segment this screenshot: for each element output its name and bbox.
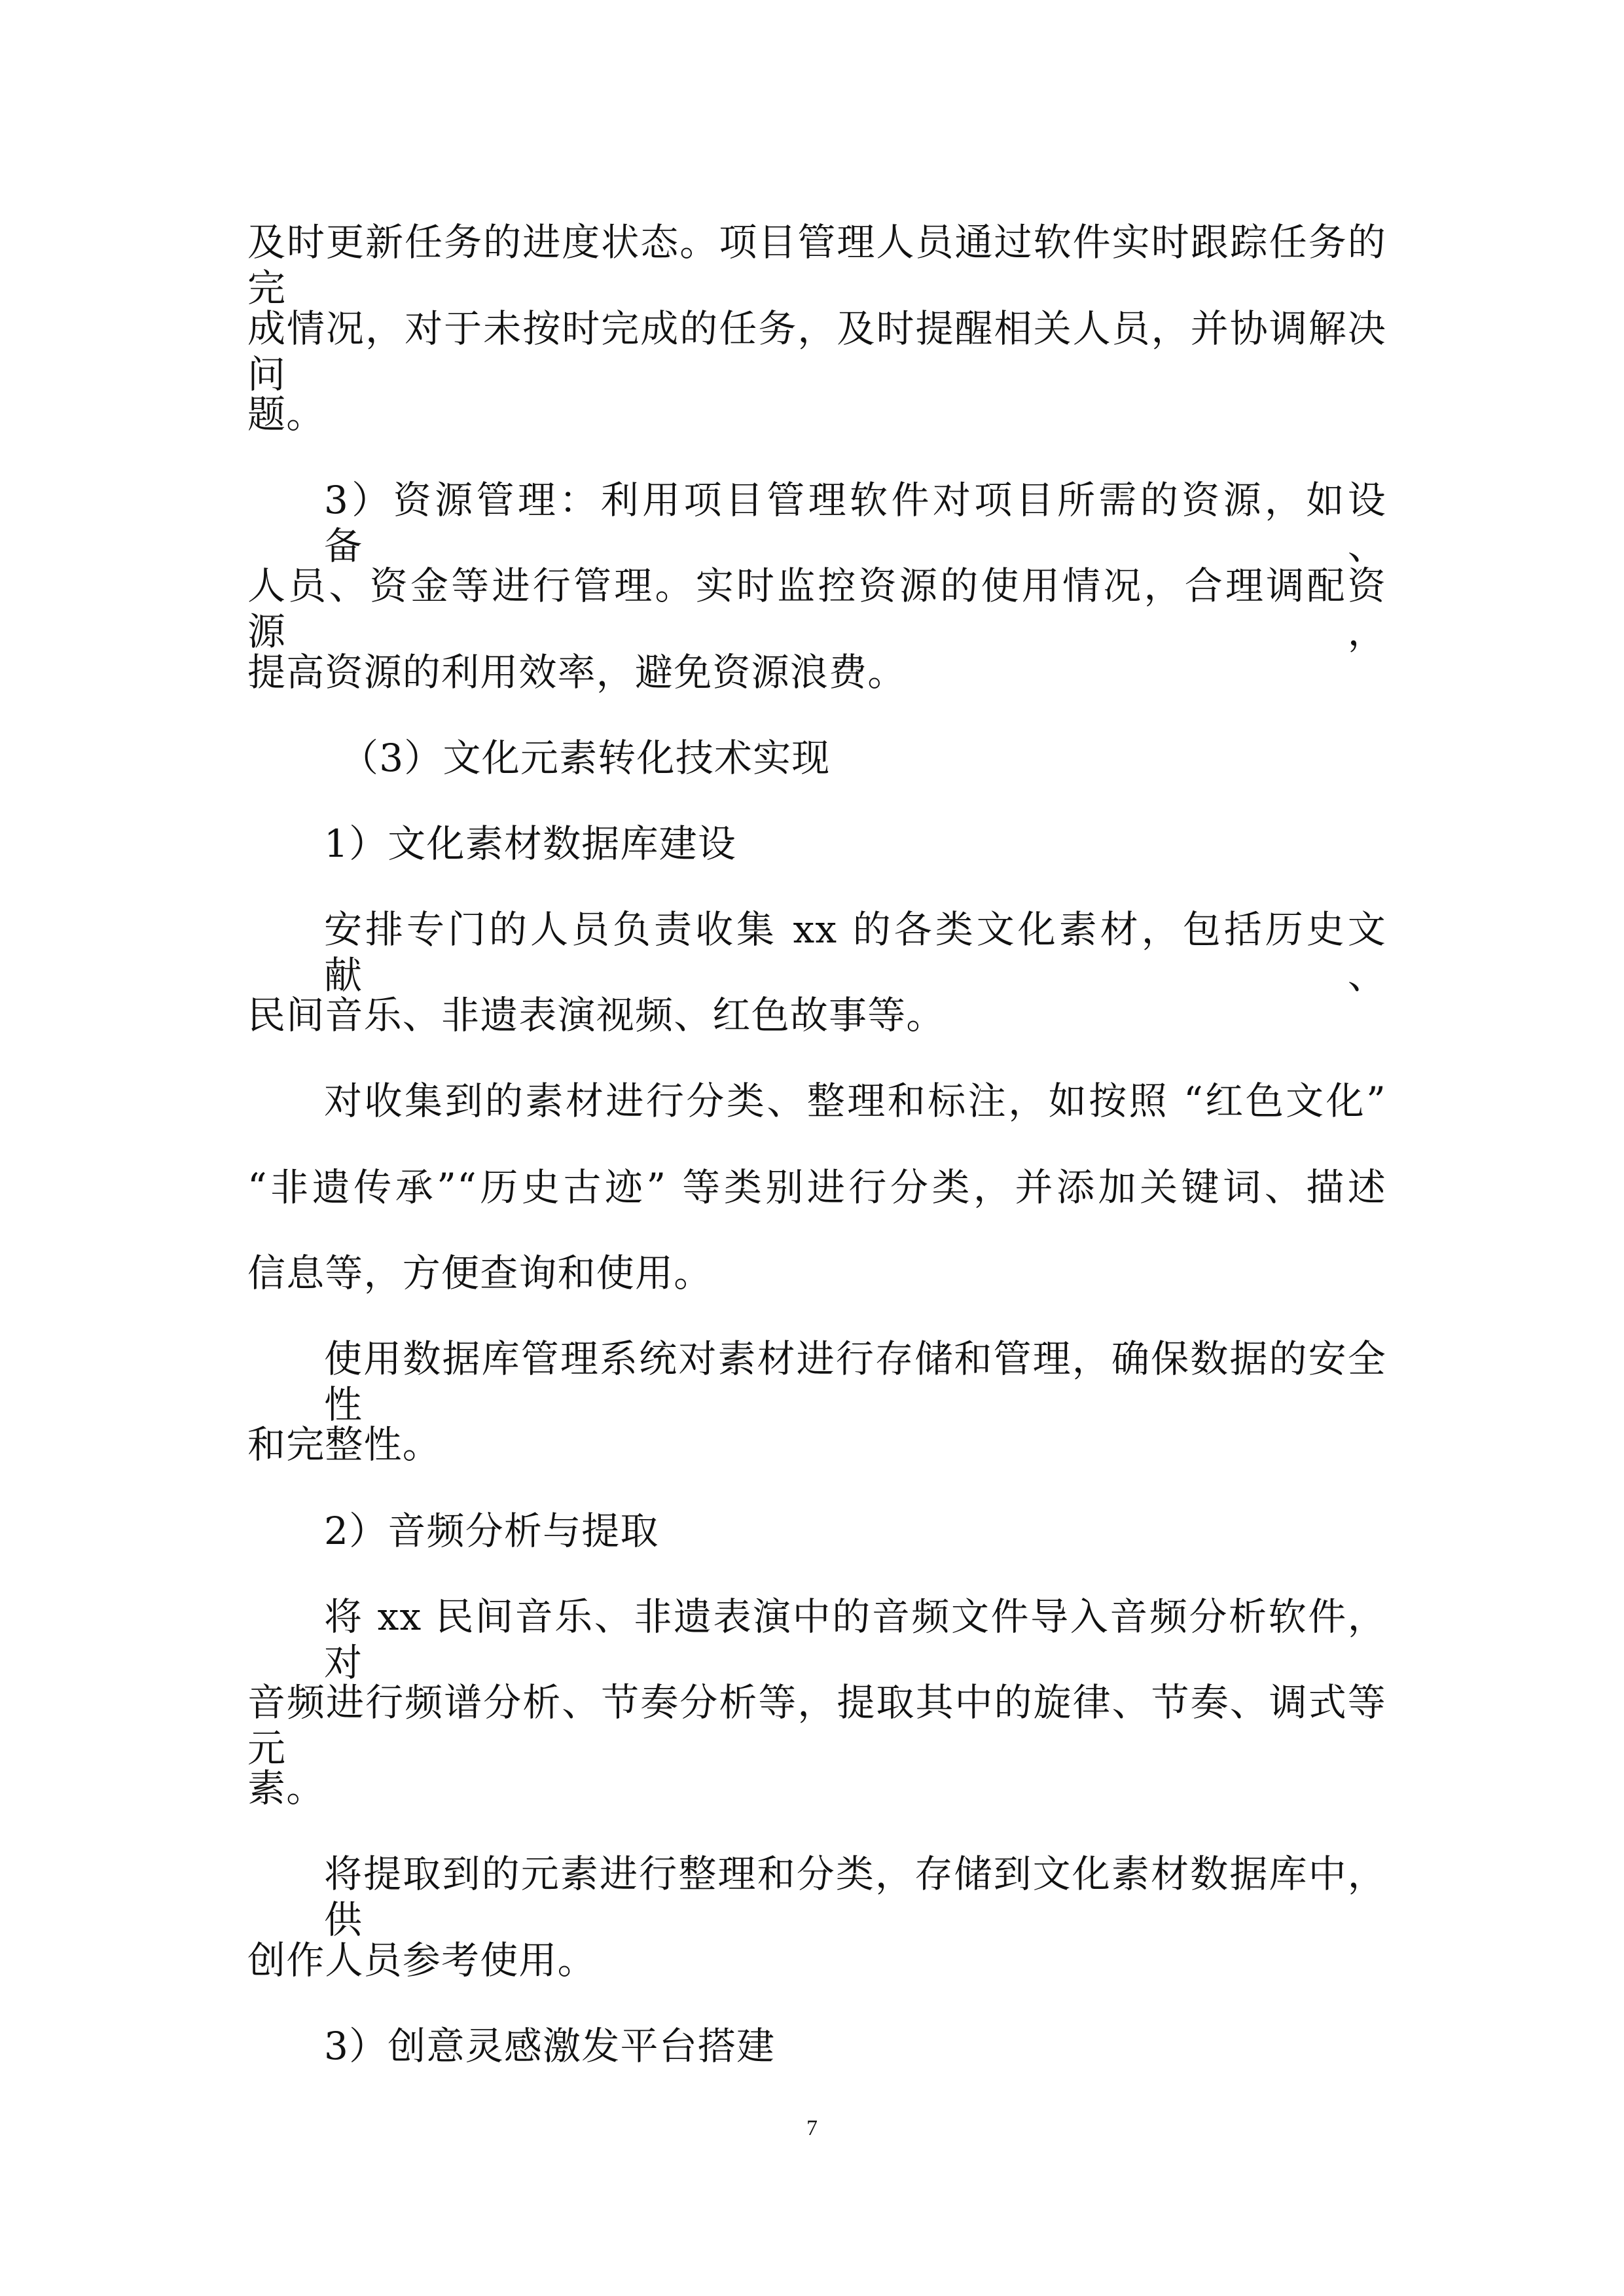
paragraph-line: 对收集到的素材进行分类、整理和标注，如按照 “红色文化” — [324, 1079, 1386, 1123]
paragraph-line: 题。 — [247, 392, 325, 437]
paragraph-line: 和完整性。 — [247, 1422, 442, 1467]
paragraph-line: 创作人员参考使用。 — [247, 1938, 596, 1982]
paragraph-line: 成情况，对于未按时完成的任务，及时提醒相关人员，并协调解决问 — [247, 306, 1386, 397]
subsection-heading: 3）创意灵感激发平台搭建 — [324, 2024, 776, 2068]
section-heading: （3）文化元素转化技术实现 — [340, 736, 831, 780]
paragraph-line: “非遗传承”“历史古迹” 等类别进行分类，并添加关键词、描述 — [247, 1165, 1386, 1210]
paragraph-line: 提高资源的利用效率，避免资源浪费。 — [247, 650, 907, 694]
subsection-heading: 2）音频分析与提取 — [324, 1509, 659, 1553]
paragraph-line: 民间音乐、非遗表演视频、红色故事等。 — [247, 993, 945, 1037]
paragraph-line: 安排专门的人员负责收集 xx 的各类文化素材，包括历史文献、 — [324, 907, 1386, 997]
paragraph-line: 3）资源管理：利用项目管理软件对项目所需的资源，如设备、 — [324, 478, 1386, 568]
paragraph-line: 使用数据库管理系统对素材进行存储和管理，确保数据的安全性 — [324, 1336, 1386, 1427]
paragraph-line: 将提取到的元素进行整理和分类，存储到文化素材数据库中，供 — [324, 1852, 1386, 1942]
subsection-heading: 1）文化素材数据库建设 — [324, 821, 737, 866]
paragraph-line: 音频进行频谱分析、节奏分析等，提取其中的旋律、节奏、调式等元 — [247, 1680, 1386, 1770]
paragraph-line: 及时更新任务的进度状态。项目管理人员通过软件实时跟踪任务的完 — [247, 220, 1386, 310]
page-number: 7 — [806, 2116, 818, 2140]
paragraph-line: 信息等，方便查询和使用。 — [247, 1251, 713, 1295]
paragraph-line: 将 xx 民间音乐、非遗表演中的音频文件导入音频分析软件，对 — [324, 1594, 1386, 1685]
paragraph-line: 素。 — [247, 1766, 325, 1810]
paragraph-line: 人员、资金等进行管理。实时监控资源的使用情况，合理调配资源， — [247, 564, 1386, 654]
